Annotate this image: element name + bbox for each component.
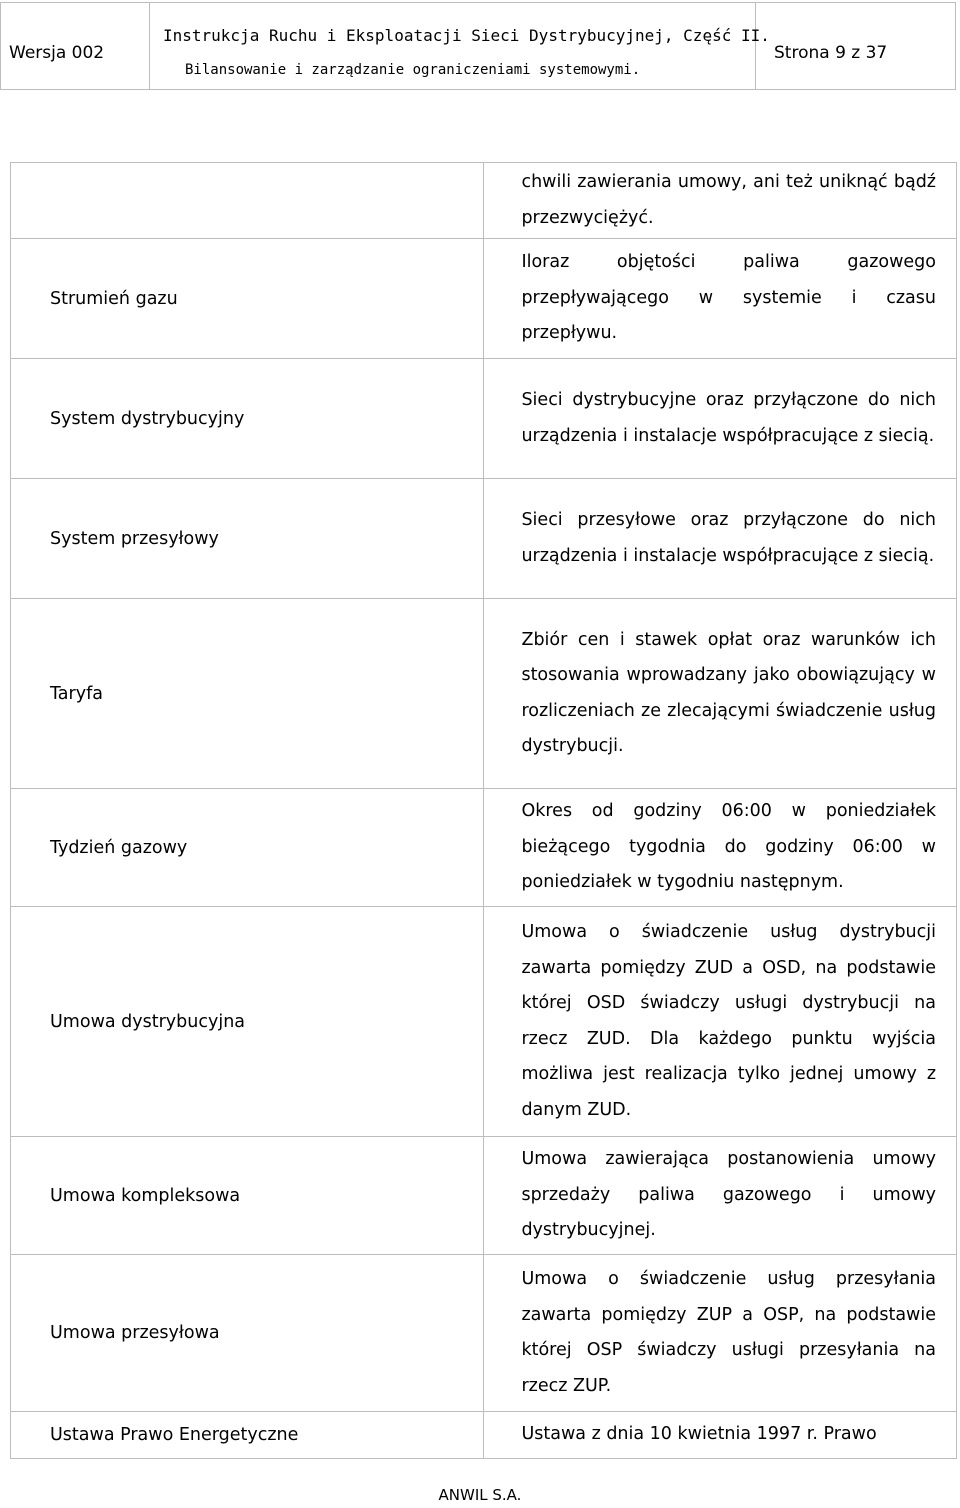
term-cell: [11, 163, 484, 239]
definition-text: Umowa o świadczenie usług dystrybucji zawarta pomiędzy ZUD a OSD, na podstawie której OSD świadczy usługi dystrybucji na rzecz ZUD. Dla każdego punktu wyjścia możliwa jest realizacja tylko jednej umowy z danym ZUD.: [521, 922, 936, 1120]
term-cell: System przesyłowy: [11, 479, 484, 599]
document-version: Wersja 002: [9, 43, 105, 63]
definition-text: Zbiór cen i stawek opłat oraz warunków ich stosowania wprowadzany jako obowiązujący w rozliczeniach ze zlecającymi świadczenie usług dystrybucji.: [521, 629, 936, 756]
definition-text: Sieci dystrybucyjne oraz przyłączone do nich urządzenia i instalacje współpracujące z siecią.: [521, 390, 936, 446]
definition-text: Okres od godziny 06:00 w poniedziałek bieżącego tygodnia do godziny 06:00 w poniedziałek w tygodniu następnym.: [521, 801, 936, 893]
term-cell: Umowa kompleksowa: [11, 1137, 484, 1255]
page-number: Strona 9 z 37: [774, 43, 888, 63]
definition-cell: [484, 359, 957, 479]
definition-cell: [484, 239, 957, 359]
document-subtitle: Bilansowanie i zarządzanie ograniczeniami systemowymi.: [185, 62, 641, 78]
definition-cell: [484, 1412, 957, 1459]
table-row: [11, 359, 957, 479]
table-row: [11, 163, 957, 239]
table-row: [11, 1412, 957, 1459]
term-cell: Strumień gazu: [11, 239, 484, 359]
definitions-table: [10, 162, 957, 1459]
page-footer: ANWIL S.A.: [438, 1486, 522, 1504]
page-header: [0, 0, 960, 92]
document-title: Instrukcja Ruchu i Eksploatacji Sieci Dystrybucyjnej, Część II.: [163, 26, 770, 45]
definition-cell: [484, 163, 957, 239]
definition-text: Umowa zawierająca postanowienia umowy sprzedaży paliwa gazowego i umowy dystrybucyjnej.: [521, 1149, 936, 1241]
definition-cell: [484, 1137, 957, 1255]
definition-text: chwili zawierania umowy, ani też uniknąć bądź przezwyciężyć.: [521, 172, 936, 228]
definition-text: Ustawa z dnia 10 kwietnia 1997 r. Prawo: [521, 1424, 877, 1445]
term-cell: Umowa dystrybucyjna: [11, 907, 484, 1137]
definition-text: Umowa o świadczenie usług przesyłania zawarta pomiędzy ZUP a OSP, na podstawie której OSP świadczy usługi przesyłania na rzecz ZUP.: [521, 1269, 936, 1396]
term-cell: Taryfa: [11, 599, 484, 789]
definition-cell: [484, 907, 957, 1137]
definition-cell: [484, 1255, 957, 1412]
table-row: [11, 789, 957, 907]
table-row: [11, 479, 957, 599]
table-row: [11, 907, 957, 1137]
header-title-cell: [150, 2, 770, 90]
table-row: [11, 1137, 957, 1255]
definition-text: Sieci przesyłowe oraz przyłączone do nich urządzenia i instalacje współpracujące z siecią.: [521, 510, 936, 566]
term-cell: Tydzień gazowy: [11, 789, 484, 907]
header-page-cell: [756, 2, 956, 90]
table-row: [11, 239, 957, 359]
term-cell: Umowa przesyłowa: [11, 1255, 484, 1412]
definition-text: Iloraz objętości paliwa gazowego przepływającego w systemie i czasu przepływu.: [521, 252, 936, 344]
definition-cell: [484, 599, 957, 789]
definition-cell: [484, 479, 957, 599]
term-cell: Ustawa Prawo Energetyczne: [11, 1412, 484, 1459]
table-row: [11, 1255, 957, 1412]
header-version-cell: [0, 2, 150, 90]
table-row: [11, 599, 957, 789]
definition-cell: [484, 789, 957, 907]
term-cell: System dystrybucyjny: [11, 359, 484, 479]
